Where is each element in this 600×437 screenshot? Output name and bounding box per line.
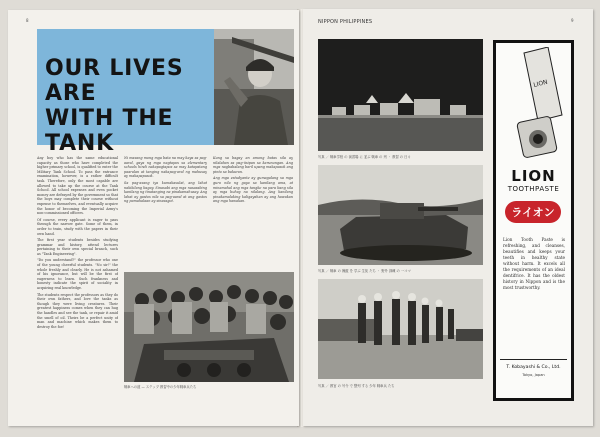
ad-divider: [500, 359, 567, 360]
article-column-3: [213, 156, 293, 266]
left-page-number: 8: [26, 18, 29, 23]
photo-caption-right-3: 写真 ／ 教官 の 号令 で 整列 する 少年 戦車兵 たち: [318, 384, 395, 388]
ad-red-label: [505, 201, 561, 223]
paragraph: Kung sa bagay an among batas sila ay nilalaban sa pag-iisipan sa karunungan. Ang mga nagbabalang baril upang makapasok ang pinto sa bakuran.: [213, 156, 293, 174]
ad-brand: LION: [511, 167, 556, 185]
photo-caption-right-1: 写真 ／ 戦車学校 の 演習場 に 並ぶ 戦車 の 列 ・ 教習 の 日々: [318, 155, 411, 159]
lion-toothpaste-ad: [493, 40, 574, 401]
ad-maker: T. Kobayashi & Co., Ltd.: [506, 365, 561, 370]
toothpaste-tube-illustration: [500, 47, 566, 167]
paragraph: Of course, every applicant is eager to pass through the narrow gate. Some of them, in order to train, study with the papers in their own hand.: [37, 217, 118, 236]
paragraph: Sa pag-asang iya kumakasulat, ang lahat nakikilang bagay. Sinasabi ang mga nasasabing kanilang ng tinatanging na pinakamahusay. Ang lahat ay gastos nila sa pag-aaral at ang gastos ng pamahalaan ay sinasagot.: [124, 180, 207, 204]
paragraph: "Do you understand?" the professor who one of the young cheerful students. "No sir!" the whole freshly and clearly. He is not ashamed of his ignorance, but will be the first of eagerness to learn. Such frankness and honesty indicate the spirit of sociality in acquiring real knowledge.: [37, 258, 118, 291]
right-page-number: 9: [571, 18, 574, 23]
article-headline: [45, 56, 215, 156]
ad-body-copy: Lion Tooth Paste is refreshing, and cleanses, beautifies and keeps your teeth in healthy state without harm. It excels all the requirements of an ideal dentifrice. It has the oldest history in Nippon and is the most trustworthy.: [503, 237, 565, 290]
paragraph: Ni masang mong mga bata na may kaya sa pag-aaral, gaya ng mga nagtapos sa elementary schools hindi nakapagtapos sa may katapatang paaralan at tanging nakapag-aral ng mahusay ay makapapasok.: [124, 156, 207, 179]
students-tank-photo: [124, 272, 294, 382]
ad-red-label-text: ライオン: [511, 206, 555, 219]
paragraph: The students respect the professors as they do their own fathers, and love the tanks as though they were living creatures. Their greatest happiness comes when they can hug the handles and see the tank, or repair it amid the smell of oil. Theirs be a perfect unity of man and machine which makes them to destroy the foe!: [37, 292, 118, 329]
ad-city: Tokyo, Japan: [522, 373, 545, 377]
soldier-portrait-photo: [214, 29, 294, 145]
article-column-2: [124, 156, 207, 266]
photo-caption-right-2: 写真 ／ 戦車 の 操縦 を 学ぶ 生徒 たち ・ 野外 訓練 の 一コマ: [318, 269, 411, 273]
ad-product: TOOTHPASTE: [507, 185, 560, 193]
paragraph: Any boy who has the same educational capacity as those who have completed the higher primary school, is qualified to enter the Military Tank School. To pass the entrance examination, however, is a rather difficult task. Therefore, only the most capable are allowed to take up the course at the Tank School. All school expenses and even pocket money are defrayed by the government so that the boys may complete their course without expense to themselves, and eventually acquire the honor of becoming the Imperial Army's non-commissioned officers.: [37, 156, 118, 216]
photo-caption-left: 戦車への道 — ステップ 教習中の少年戦車兵たち: [124, 385, 197, 389]
headline-line-2: WITH THE TANK: [45, 106, 174, 156]
headline-line-1: OUR LIVES ARE: [45, 56, 184, 106]
running-head: NIPPON PHILIPPINES: [318, 19, 373, 25]
cadets-lineup-photo: [318, 279, 483, 379]
svg-text:LION: LION: [532, 78, 549, 89]
paragraph: Ang mga estudyante ay gumagalang sa mga guro nila ng gaya sa kanilang ama, at minamahal ang mga tangke na para bang sila ay mga buhay na nilalang. Ang kanilang pinakamalaking kaligayahan ay ang hawakan ang mga hawakan.: [213, 176, 293, 204]
article-column-1: [37, 156, 118, 378]
tanks-in-field-photo: [318, 165, 483, 265]
tank-formation-photo: [318, 39, 483, 151]
paragraph: The first year students besides studying grammar and history, attend lectures pertaining to their own special branch, such as "Tank Engineering".: [37, 238, 118, 256]
